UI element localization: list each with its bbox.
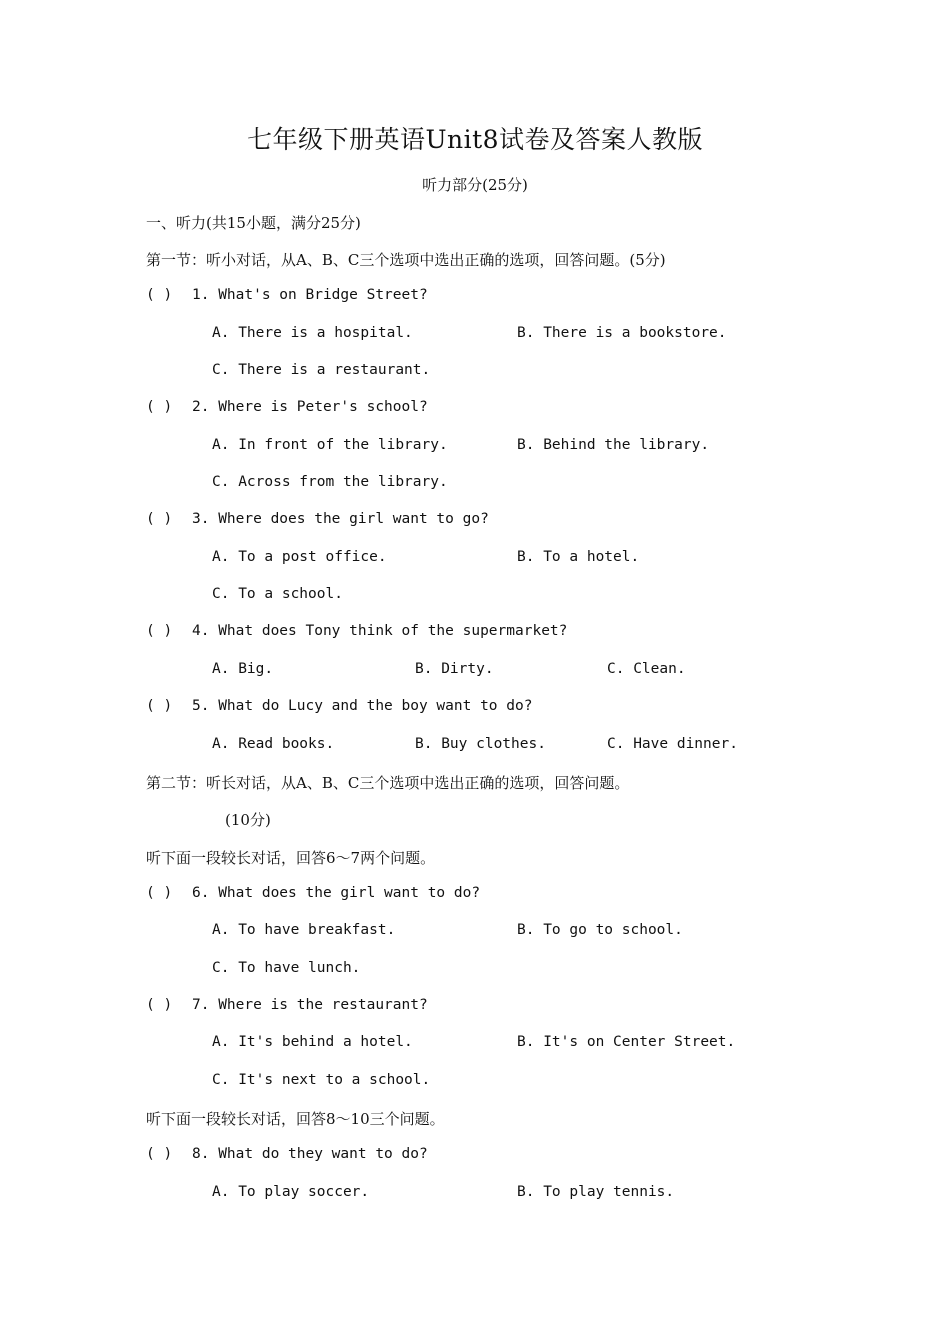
question-2 bbox=[146, 399, 428, 415]
question-stem: 3. Where does the girl want to go? bbox=[192, 511, 489, 527]
option-c: C. Across from the library. bbox=[212, 474, 448, 490]
option-c: C. It's next to a school. bbox=[212, 1072, 431, 1088]
dialog-intro-1: 听下面一段较长对话，回答6～7两个问题。 bbox=[146, 849, 436, 867]
option-c: C. To a school. bbox=[212, 586, 343, 602]
option-b: B. To a hotel. bbox=[517, 549, 640, 565]
option-a: A. To have breakfast. bbox=[212, 922, 396, 938]
option-a: A. To a post office. bbox=[212, 549, 387, 565]
question-stem: 2. Where is Peter's school? bbox=[192, 399, 428, 415]
page-subtitle: 听力部分(25分) bbox=[422, 176, 528, 194]
option-b: B. To go to school. bbox=[517, 922, 683, 938]
option-c: C. To have lunch. bbox=[212, 960, 361, 976]
answer-blank: ( ) bbox=[146, 997, 173, 1013]
option-a: A. There is a hospital. bbox=[212, 325, 413, 341]
answer-blank: ( ) bbox=[146, 399, 173, 415]
option-a: A. Big. bbox=[212, 661, 274, 677]
question-7 bbox=[146, 997, 428, 1013]
option-a: A. Read books. bbox=[212, 736, 335, 752]
question-stem: 8. What do they want to do? bbox=[192, 1146, 428, 1162]
question-stem: 7. Where is the restaurant? bbox=[192, 997, 428, 1013]
question-stem: 4. What does Tony think of the supermarket? bbox=[192, 623, 568, 639]
question-3 bbox=[146, 511, 489, 527]
option-b: B. To play tennis. bbox=[517, 1184, 675, 1200]
question-4 bbox=[146, 623, 567, 639]
section1-heading: 第一节：听小对话，从A、B、C三个选项中选出正确的选项，回答问题。(5分) bbox=[146, 251, 666, 269]
option-b: B. Dirty. bbox=[415, 661, 494, 677]
question-stem: 6. What does the girl want to do? bbox=[192, 885, 481, 901]
answer-blank: ( ) bbox=[146, 885, 173, 901]
page-title: 七年级下册英语Unit8试卷及答案人教版 bbox=[246, 125, 704, 154]
answer-blank: ( ) bbox=[146, 623, 173, 639]
option-b: B. Buy clothes. bbox=[415, 736, 546, 752]
option-c: C. There is a restaurant. bbox=[212, 362, 431, 378]
option-a: A. It's behind a hotel. bbox=[212, 1034, 413, 1050]
option-c: C. Have dinner. bbox=[607, 736, 738, 752]
answer-blank: ( ) bbox=[146, 1146, 173, 1162]
option-b: B. There is a bookstore. bbox=[517, 325, 727, 341]
question-8 bbox=[146, 1146, 428, 1162]
option-a: A. To play soccer. bbox=[212, 1184, 370, 1200]
question-1 bbox=[146, 287, 428, 303]
option-b: B. Behind the library. bbox=[517, 437, 710, 453]
option-b: B. It's on Center Street. bbox=[517, 1034, 736, 1050]
question-6 bbox=[146, 885, 480, 901]
question-stem: 5. What do Lucy and the boy want to do? bbox=[192, 698, 533, 714]
section2-heading: 第二节：听长对话，从A、B、C三个选项中选出正确的选项，回答问题。 bbox=[146, 774, 630, 792]
part-heading: 一、听力(共15小题，满分25分) bbox=[146, 214, 361, 232]
option-c: C. Clean. bbox=[607, 661, 686, 677]
answer-blank: ( ) bbox=[146, 511, 173, 527]
option-a: A. In front of the library. bbox=[212, 437, 448, 453]
answer-blank: ( ) bbox=[146, 287, 173, 303]
question-stem: 1. What's on Bridge Street? bbox=[192, 287, 428, 303]
answer-blank: ( ) bbox=[146, 698, 173, 714]
section2-score: (10分) bbox=[225, 811, 271, 829]
dialog-intro-2: 听下面一段较长对话，回答8～10三个问题。 bbox=[146, 1110, 445, 1128]
question-5 bbox=[146, 698, 532, 714]
